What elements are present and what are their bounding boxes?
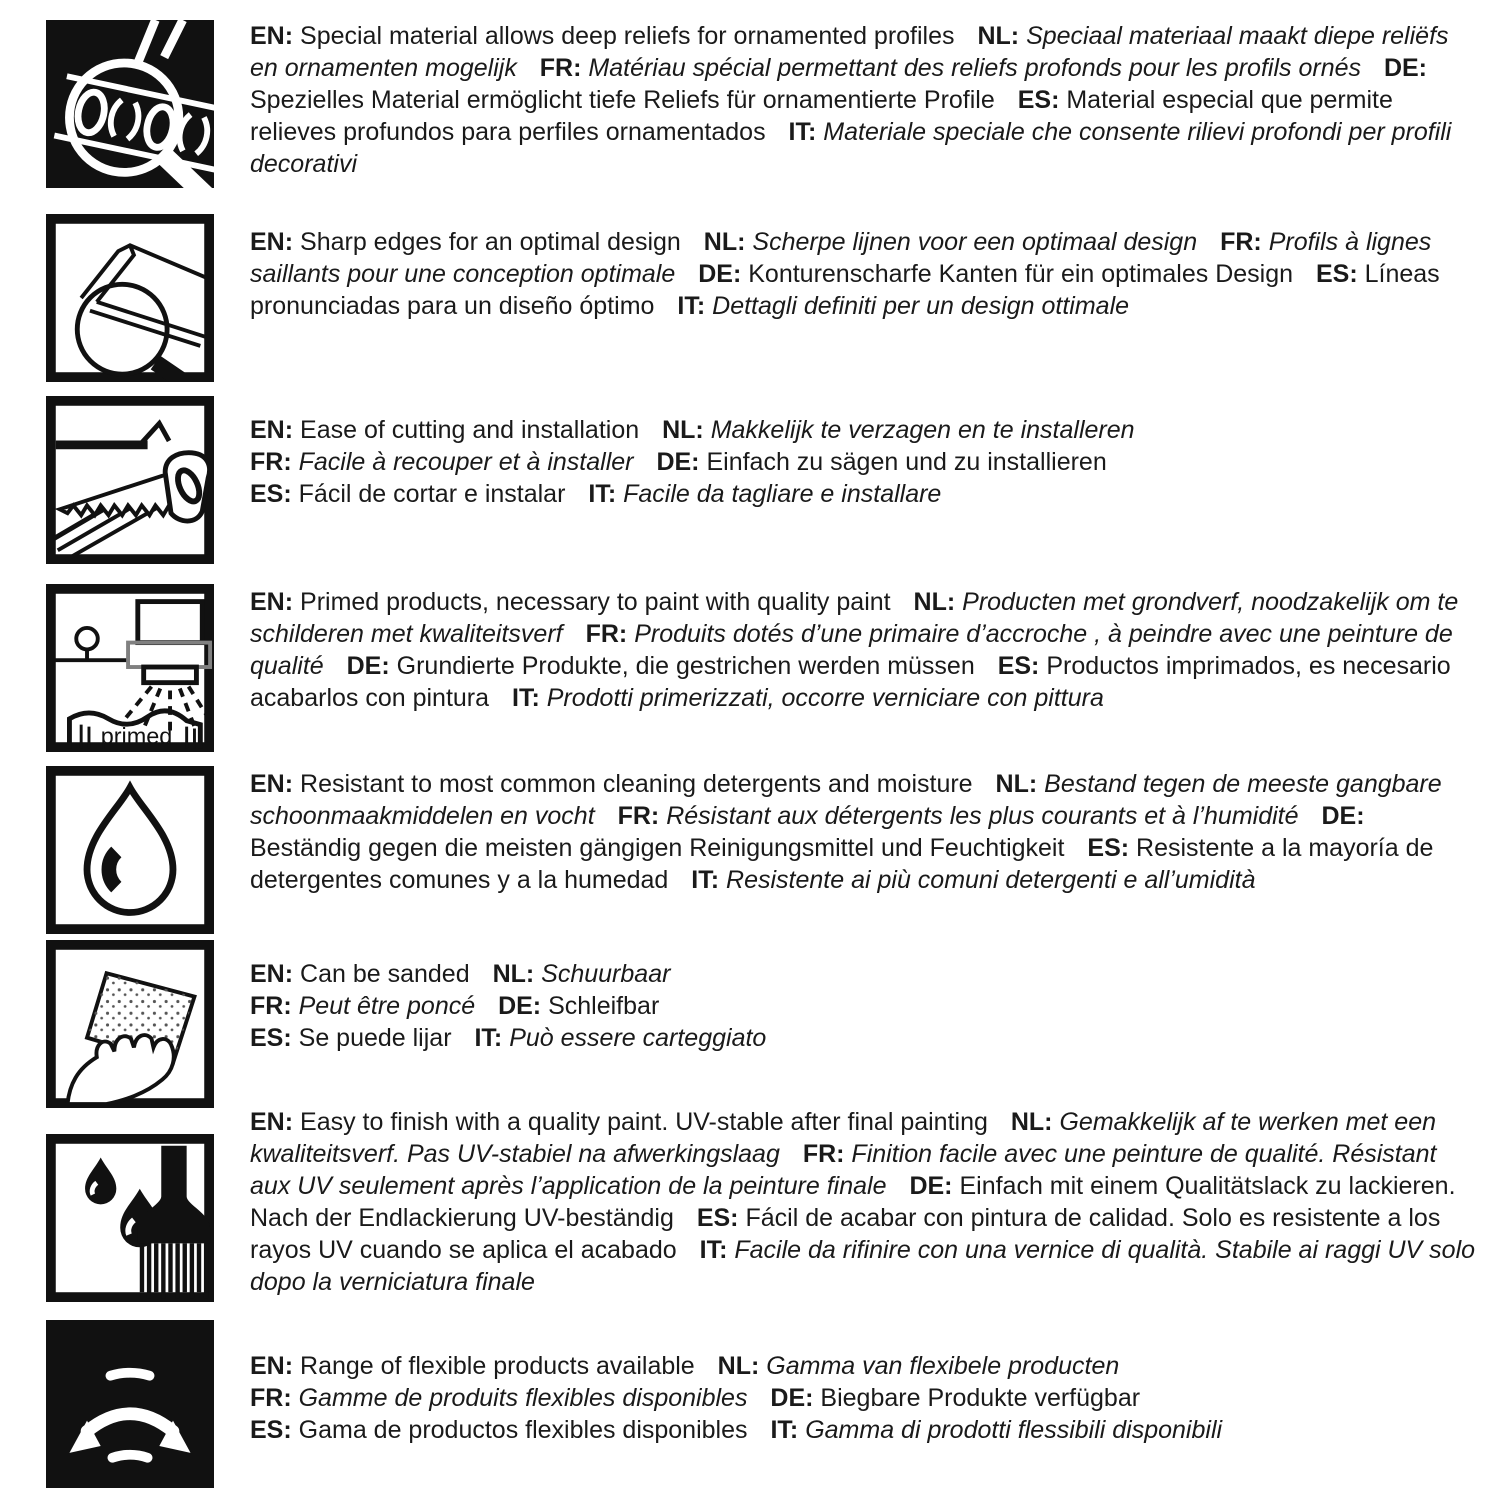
lang-segment-es: ES: Gama de productos flexibles disponibles bbox=[250, 1416, 748, 1444]
lang-segment-fr: FR: Finition facile avec une peinture de qualité. Résistant aux UV seulement après l’application de la peinture finale bbox=[250, 1140, 1437, 1200]
lang-segment-en: EN: Special material allows deep reliefs for ornamented profiles bbox=[250, 22, 955, 50]
sanding-hand-icon bbox=[46, 940, 214, 1108]
lang-segment-nl: NL: Makkelijk te verzagen en te installeren bbox=[662, 416, 1135, 444]
lang-segment-de: DE: Schleifbar bbox=[498, 992, 660, 1020]
lang-segment-es: ES: Resistente a la mayoría de detergentes comunes y a la humedad bbox=[250, 834, 1434, 894]
lang-segment-es: ES: Se puede lijar bbox=[250, 1024, 452, 1052]
lang-segment-de: DE: Biegbare Produkte verfügbar bbox=[770, 1384, 1141, 1412]
lang-segment-de: DE: Einfach zu sägen und zu installieren bbox=[656, 448, 1107, 476]
lang-segment-de: DE: Spezielles Material ermöglicht tiefe Reliefs für ornamentierte Profile bbox=[250, 54, 1428, 114]
lang-segment-fr: FR: Résistant aux détergents les plus courants et à l’humidité bbox=[617, 802, 1299, 830]
ornamented-profile-magnifier-icon bbox=[46, 20, 214, 188]
lang-segment-nl: NL: Speciaal materiaal maakt diepe reliëfs en ornamenten mogelijk bbox=[250, 22, 1449, 82]
lang-segment-fr: FR: Profils à lignes saillants pour une conception optimale bbox=[250, 228, 1432, 288]
lang-segment-it: IT: Facile da rifinire con una vernice di qualità. Stabile ai raggi UV solo dopo la verniciatura finale bbox=[250, 1236, 1476, 1296]
feature-text-deep-reliefs bbox=[250, 20, 1478, 180]
lang-segment-es: ES: Fácil de cortar e instalar bbox=[250, 480, 566, 508]
lang-segment-en: EN: Sharp edges for an optimal design bbox=[250, 228, 681, 256]
feature-text-sanding bbox=[250, 958, 1478, 1054]
lang-segment-fr: FR: Gamme de produits flexibles disponibles bbox=[250, 1384, 748, 1412]
lang-segment-es: ES: Líneas pronunciadas para un diseño óptimo bbox=[250, 260, 1440, 320]
feature-text-cutting bbox=[250, 414, 1478, 510]
lang-segment-en: EN: Ease of cutting and installation bbox=[250, 416, 640, 444]
lang-segment-en: EN: Primed products, necessary to paint with quality paint bbox=[250, 588, 891, 616]
lang-segment-de: DE: Einfach mit einem Qualitätslack zu lackieren. Nach der Endlackierung UV-beständig bbox=[250, 1172, 1456, 1232]
lang-segment-fr: FR: Produits dotés d’une primaire d’accroche , à peindre avec une peinture de qualité bbox=[250, 620, 1453, 680]
lang-segment-es: ES: Material especial que permite relieves profundos para perfiles ornamentados bbox=[250, 86, 1393, 146]
feature-text-finishing bbox=[250, 1106, 1478, 1298]
lang-segment-nl: NL: Gamma van flexibele producten bbox=[717, 1352, 1120, 1380]
feature-text-sharp-edges bbox=[250, 226, 1478, 322]
lang-segment-nl: NL: Bestand tegen de meeste gangbare schoonmaakmiddelen en vocht bbox=[250, 770, 1442, 830]
lang-segment-nl: NL: Gemakkelijk af te werken met een kwaliteitsverf. Pas UV-stabiel na afwerkingslaag bbox=[250, 1108, 1437, 1168]
lang-segment-en: EN: Easy to finish with a quality paint. UV-stable after final painting bbox=[250, 1108, 988, 1136]
lang-segment-it: IT: Gamma di prodotti flessibili disponibili bbox=[770, 1416, 1223, 1444]
lang-segment-de: DE: Konturenscharfe Kanten für ein optimales Design bbox=[698, 260, 1294, 288]
primer-spray-icon bbox=[46, 584, 214, 752]
feature-text-flexible bbox=[250, 1350, 1478, 1446]
primed-label: primed bbox=[100, 723, 173, 750]
lang-segment-nl: NL: Schuurbaar bbox=[492, 960, 671, 988]
moisture-droplet-icon bbox=[46, 766, 214, 934]
lang-segment-de: DE: Beständig gegen die meisten gängigen Reinigungsmittel und Feuchtigkeit bbox=[250, 802, 1365, 862]
feature-text-moisture bbox=[250, 768, 1478, 896]
lang-segment-it: IT: Facile da tagliare e installare bbox=[588, 480, 942, 508]
lang-segment-fr: FR: Matériau spécial permettant des reliefs profonds pour les profils ornés bbox=[539, 54, 1361, 82]
paint-brush-drops-icon bbox=[46, 1134, 214, 1302]
lang-segment-it: IT: Materiale speciale che consente rilievi profondi per profili decorativi bbox=[250, 118, 1452, 178]
lang-segment-it: IT: Può essere carteggiato bbox=[474, 1024, 767, 1052]
lang-segment-de: DE: Grundierte Produkte, die gestrichen werden müssen bbox=[346, 652, 975, 680]
lang-segment-en: EN: Resistant to most common cleaning detergents and moisture bbox=[250, 770, 973, 798]
lang-segment-en: EN: Can be sanded bbox=[250, 960, 470, 988]
lang-segment-en: EN: Range of flexible products available bbox=[250, 1352, 695, 1380]
lang-segment-es: ES: Fácil de acabar con pintura de calidad. Solo es resistente a los rayos UV cuando se aplica el acabado bbox=[250, 1204, 1441, 1264]
lang-segment-fr: FR: Peut être poncé bbox=[250, 992, 476, 1020]
lang-segment-nl: NL: Producten met grondverf, noodzakelijk om te schilderen met kwaliteitsverf bbox=[250, 588, 1459, 648]
lang-segment-it: IT: Resistente ai più comuni detergenti e all’umidità bbox=[691, 866, 1256, 894]
flexible-arrows-icon bbox=[46, 1320, 214, 1488]
feature-text-primed bbox=[250, 586, 1478, 714]
sharp-edges-magnifier-icon bbox=[46, 214, 214, 382]
saw-cutting-icon bbox=[46, 396, 214, 564]
lang-segment-nl: NL: Scherpe lijnen voor een optimaal design bbox=[703, 228, 1198, 256]
lang-segment-fr: FR: Facile à recouper et à installer bbox=[250, 448, 634, 476]
lang-segment-it: IT: Dettagli definiti per un design ottimale bbox=[677, 292, 1130, 320]
lang-segment-it: IT: Prodotti primerizzati, occorre verniciare con pittura bbox=[512, 684, 1104, 712]
lang-segment-es: ES: Productos imprimados, es necesario acabarlos con pintura bbox=[250, 652, 1451, 712]
